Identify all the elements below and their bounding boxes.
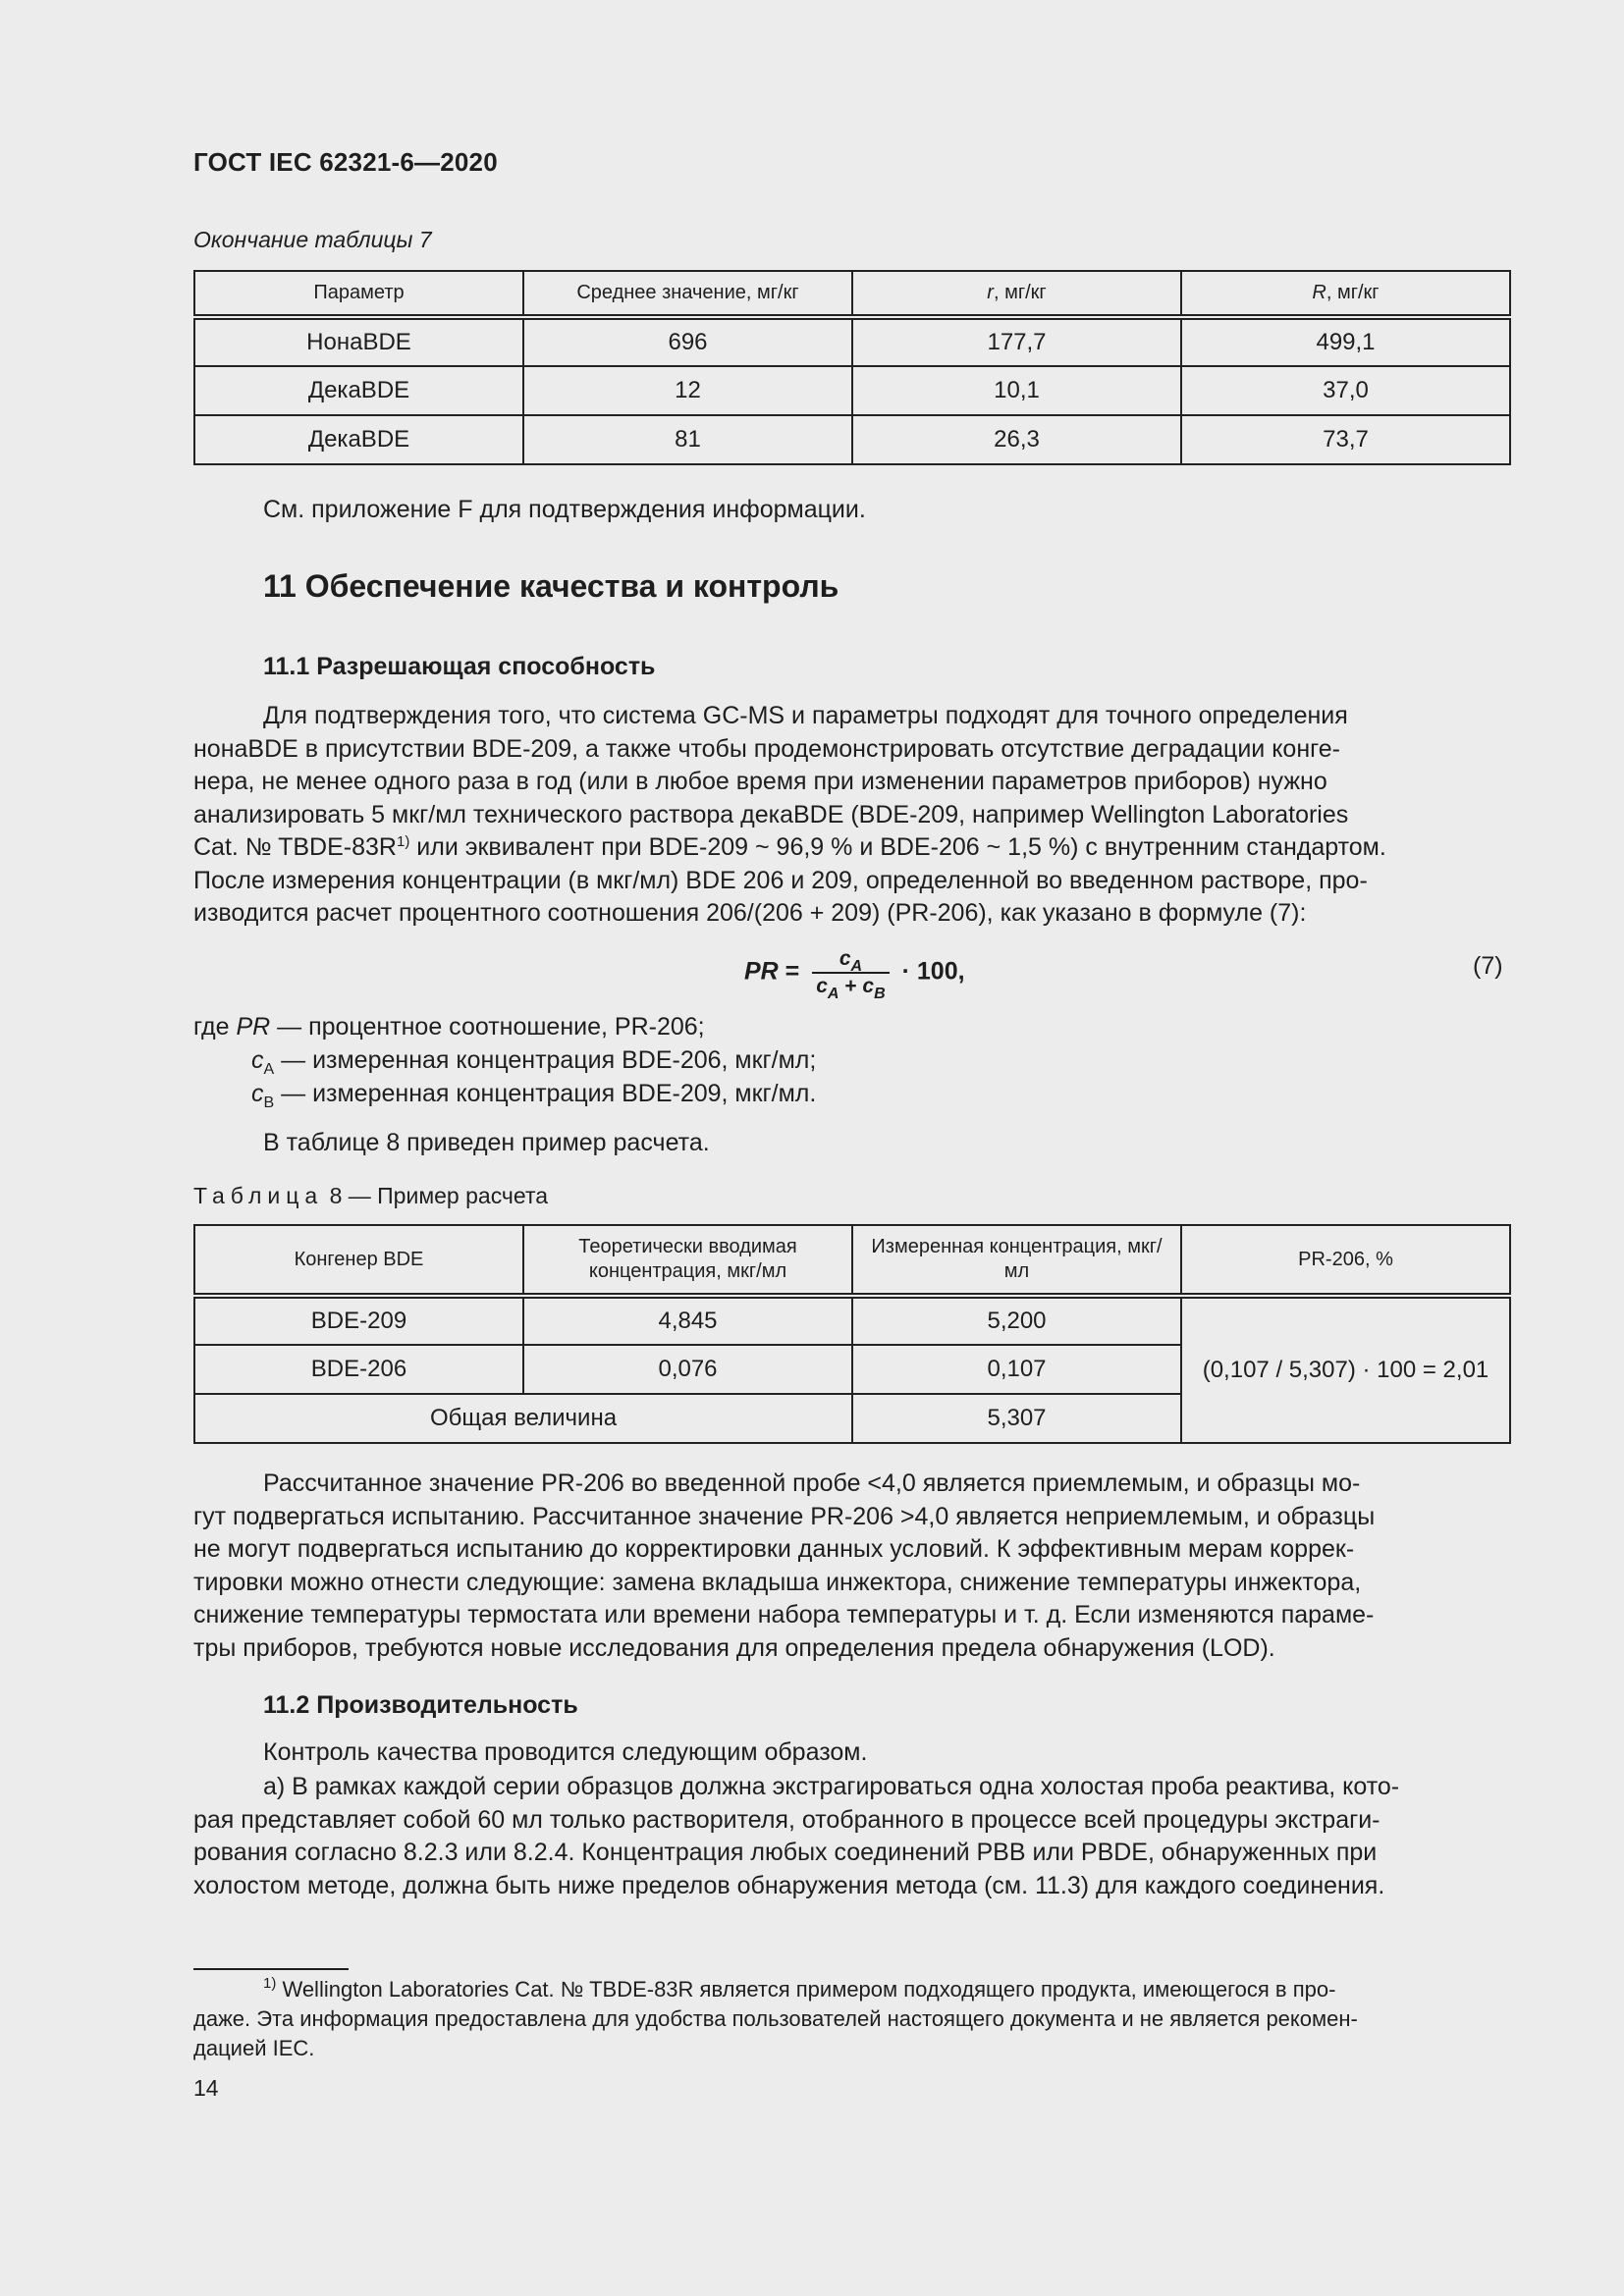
table-cell: 4,845 bbox=[523, 1296, 852, 1345]
footnote-ref: 1) bbox=[396, 833, 410, 850]
section-11-2-title: 11.2 Производительность bbox=[263, 1691, 578, 1719]
text-line: холостом методе, должна быть ниже пределов обнаружения метода (см. 11.3) для каждого соединения. bbox=[193, 1871, 1385, 1899]
section-11-1-paragraph-1 bbox=[193, 700, 1509, 931]
text-line: тры приборов, требуются новые исследования для определения предела обнаружения (LOD). bbox=[193, 1633, 1275, 1662]
total-label-cell: Общая величина bbox=[194, 1394, 852, 1443]
total-value-cell: 5,307 bbox=[852, 1394, 1181, 1443]
where-item bbox=[251, 1046, 817, 1078]
footnote-line: даже. Эта информация предоставлена для удобства пользователей настоящего документа и не является рекомен- bbox=[193, 2006, 1358, 2031]
section-11-title: 11 Обеспечение качества и контроль bbox=[263, 568, 839, 604]
table-cell: ДекаBDE bbox=[194, 415, 523, 464]
table8-header-cell: Теоретически вводимая концентрация, мкг/мл bbox=[523, 1225, 852, 1296]
table-cell: BDE-206 bbox=[194, 1345, 523, 1394]
where-sub: B bbox=[263, 1095, 275, 1111]
formula-lhs: PR bbox=[744, 957, 779, 986]
text-line: снижение температуры термостата или времени набора температуры и т. д. Если изменяются параме- bbox=[193, 1601, 1375, 1629]
table7-header-cell: Среднее значение, мг/кг bbox=[523, 271, 852, 317]
section-11-1-title: 11.1 Разрешающая способность bbox=[263, 653, 656, 680]
text-line: а) В рамках каждой серии образцов должна экстрагироваться одна холостая проба реактива, кото- bbox=[263, 1773, 1400, 1800]
formula-numerator bbox=[812, 946, 889, 974]
section-11-2-intro: Контроль качества проводится следующим образом. bbox=[263, 1738, 868, 1766]
annex-note: См. приложение F для подтверждения информации. bbox=[263, 496, 866, 523]
table8-header-row bbox=[194, 1225, 1510, 1296]
footnote-line bbox=[193, 1975, 1509, 2004]
text-line: изводится расчет процентного соотношения 206/(206 + 209) (PR-206), как указано в формуле (7): bbox=[193, 899, 1307, 927]
table-cell: 12 bbox=[523, 366, 852, 415]
where-text: — измеренная концентрация BDE-206, мкг/мл; bbox=[274, 1046, 817, 1074]
header-var-r: r bbox=[987, 282, 994, 303]
text-line: рования согласно 8.2.3 или 8.2.4. Концентрация любых соединений PBB или PBDE, обнаруженных при bbox=[193, 1839, 1378, 1866]
text-line: Для подтверждения того, что система GC-MS и параметры подходят для точного определения bbox=[263, 702, 1348, 729]
text-line: нера, не менее одного раза в год (или в любое время при изменении параметров приборов) нужно bbox=[193, 768, 1327, 795]
table8-caption-label: Таблица bbox=[193, 1183, 324, 1208]
footnote-mark: 1) bbox=[263, 1975, 277, 1992]
table-cell: BDE-209 bbox=[194, 1296, 523, 1345]
pr-result-cell: (0,107 / 5,307) · 100 = 2,01 bbox=[1181, 1296, 1510, 1443]
formula-sub: B bbox=[874, 986, 886, 1002]
footnote bbox=[193, 1975, 1509, 2063]
table7-header-cell bbox=[1181, 271, 1510, 317]
where-prefix: где bbox=[193, 1013, 237, 1041]
table8-header-cell: PR-206, % bbox=[1181, 1225, 1510, 1296]
where-item bbox=[193, 1013, 705, 1041]
where-text: — измеренная концентрация BDE-209, мкг/мл. bbox=[274, 1080, 817, 1107]
formula-7 bbox=[744, 946, 965, 1002]
text-line: не могут подвергаться испытанию до корректировки данных условий. К эффективным мерам коррек- bbox=[193, 1535, 1355, 1563]
table-cell: 37,0 bbox=[1181, 366, 1510, 415]
table-cell: 0,107 bbox=[852, 1345, 1181, 1394]
text-line bbox=[193, 831, 1509, 865]
table8-header-cell: Измеренная концентрация, мкг/мл bbox=[852, 1225, 1181, 1296]
table8-caption bbox=[193, 1183, 548, 1209]
table-cell: 5,200 bbox=[852, 1296, 1181, 1345]
table-row bbox=[194, 317, 1510, 366]
section-11-1-paragraph-2 bbox=[193, 1468, 1509, 1665]
formula-sub: A bbox=[827, 986, 839, 1002]
where-symbol: c bbox=[251, 1046, 264, 1074]
table-cell: 177,7 bbox=[852, 317, 1181, 366]
table-cell: 26,3 bbox=[852, 415, 1181, 464]
text-line: После измерения концентрации (в мкг/мл) BDE 206 и 209, определенной во введенном растворе, про- bbox=[193, 866, 1368, 894]
text-line: Рассчитанное значение PR-206 во введенной пробе <4,0 является приемлемым, и образцы мо- bbox=[263, 1469, 1361, 1497]
table-cell: 0,076 bbox=[523, 1345, 852, 1394]
formula-sub: A bbox=[850, 958, 863, 975]
formula-fraction bbox=[812, 946, 889, 1002]
text-line: рая представляет собой 60 мл только растворителя, отобранного в процессе всей процедуры экстраги- bbox=[193, 1805, 1380, 1834]
table7 bbox=[193, 270, 1511, 465]
section-11-2-item-a bbox=[193, 1771, 1509, 1902]
formula-sym: c bbox=[816, 975, 828, 997]
table7-header-row bbox=[194, 271, 1510, 317]
where-symbol: PR bbox=[236, 1013, 271, 1041]
header-var-R: R bbox=[1312, 282, 1326, 303]
table-cell: 499,1 bbox=[1181, 317, 1510, 366]
table-cell: 73,7 bbox=[1181, 415, 1510, 464]
text-fragment: Cat. № TBDE-83R bbox=[193, 833, 397, 861]
table-cell: 10,1 bbox=[852, 366, 1181, 415]
document-header: ГОСТ IEC 62321-6—2020 bbox=[193, 147, 498, 177]
table8-reference: В таблице 8 приведен пример расчета. bbox=[263, 1129, 710, 1156]
formula-sym: c bbox=[862, 975, 875, 997]
formula-plus: + bbox=[839, 975, 863, 997]
footnote-text: Wellington Laboratories Cat. № TBDE-83R является примером подходящего продукта, имеющегося в про- bbox=[276, 1977, 1336, 2002]
formula-sym: c bbox=[839, 947, 851, 970]
text-line: нонаBDE в присутствии BDE-209, а также чтобы продемонстрировать отсутствие деградации конге- bbox=[193, 734, 1340, 763]
table7-caption: Окончание таблицы 7 bbox=[193, 227, 432, 252]
where-symbol: c bbox=[251, 1080, 264, 1107]
formula-tail: · 100, bbox=[894, 957, 965, 986]
formula-number: (7) bbox=[1473, 952, 1503, 980]
table-row bbox=[194, 366, 1510, 415]
header-unit: , мг/кг bbox=[1326, 282, 1380, 303]
footnote-separator bbox=[193, 1968, 349, 1970]
formula-equals: = bbox=[778, 957, 807, 986]
where-sub: A bbox=[263, 1061, 275, 1078]
table-cell: НонаBDE bbox=[194, 317, 523, 366]
table-cell: ДекаBDE bbox=[194, 366, 523, 415]
text-line: тировки можно отнести следующие: замена вкладыша инжектора, снижение температуры инжектора, bbox=[193, 1568, 1362, 1596]
header-unit: , мг/кг bbox=[993, 282, 1047, 303]
page-number: 14 bbox=[193, 2075, 219, 2101]
table-cell: 696 bbox=[523, 317, 852, 366]
table7-header-cell: Параметр bbox=[194, 271, 523, 317]
table-cell: 81 bbox=[523, 415, 852, 464]
table8-header-cell: Конгенер BDE bbox=[194, 1225, 523, 1296]
where-item bbox=[251, 1080, 817, 1111]
where-text: — процентное соотношение, PR-206; bbox=[270, 1013, 705, 1041]
formula-denominator bbox=[812, 974, 889, 1002]
table8 bbox=[193, 1224, 1511, 1444]
table7-header-cell bbox=[852, 271, 1181, 317]
text-fragment: или эквивалент при BDE-209 ~ 96,9 % и BDE-206 ~ 1,5 %) с внутренним стандартом. bbox=[409, 833, 1386, 861]
table-row bbox=[194, 1296, 1510, 1345]
table8-caption-rest: 8 — Пример расчета bbox=[323, 1183, 549, 1208]
text-line: гут подвергаться испытанию. Рассчитанное значение PR-206 >4,0 является неприемлемым, и образцы bbox=[193, 1502, 1376, 1530]
table-row bbox=[194, 415, 1510, 464]
footnote-line: дацией IEC. bbox=[193, 2036, 315, 2060]
text-line: анализировать 5 мкг/мл технического раствора декаBDE (BDE-209, например Wellington Laboratories bbox=[193, 800, 1349, 828]
